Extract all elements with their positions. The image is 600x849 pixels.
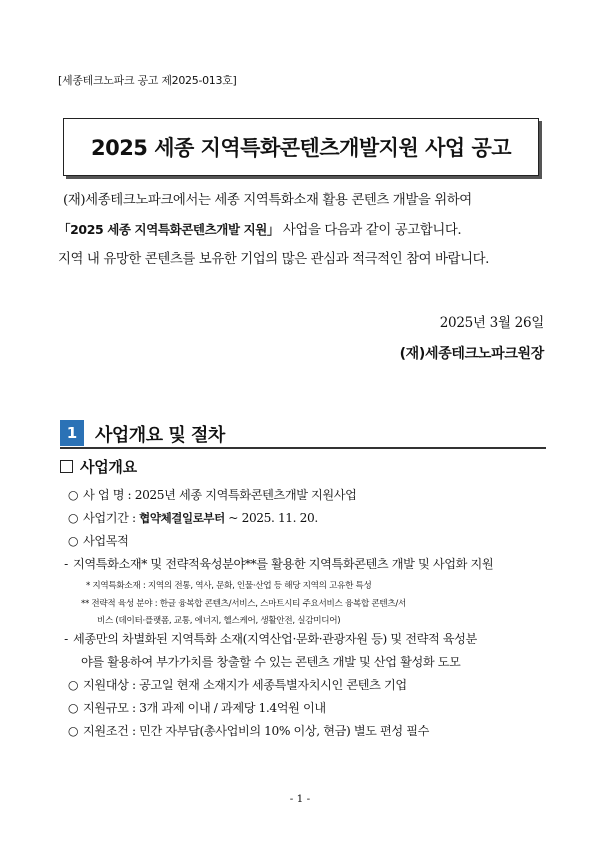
- intro-line-2: [58, 215, 548, 245]
- item-text: 지원규모 : 3개 과제 이내 / 과제당 1.4억원 이내: [83, 701, 326, 715]
- intro-line-2-rest: 사업을 다음과 같이 공고합니다.: [279, 223, 462, 238]
- dash-bullet-icon: -: [64, 632, 68, 646]
- list-item-name: [63, 486, 357, 503]
- notice-number: [세종테크노파크 공고 제2025-013호]: [58, 74, 237, 87]
- list-item-period: [63, 509, 318, 526]
- item-text: 사 업 명 : 2025년 세종 지역특화콘텐츠개발 지원사업: [83, 488, 357, 502]
- list-item-purpose-1: [59, 555, 493, 572]
- page-number: - 1 -: [289, 793, 311, 805]
- item-text: 지원조건 : 민간 자부담(총사업비의 10% 이상, 현금) 별도 편성 필수: [83, 724, 429, 738]
- footnote-2-line-2: 비스 (데이터·플랫폼, 교통, 에너지, 헬스케어, 생활안전, 실감미디어): [97, 616, 341, 626]
- list-item-scale: [63, 699, 326, 716]
- item-text: 지원대상 : 공고일 현재 소재지가 세종특별자치시인 콘텐츠 기업: [83, 678, 407, 692]
- circle-bullet-icon: ○: [67, 534, 79, 548]
- item-strong: 협약체결일로부터: [139, 511, 225, 525]
- list-item-purpose-2: [59, 630, 477, 647]
- intro-paragraph: [58, 186, 548, 274]
- circle-bullet-icon: ○: [67, 488, 79, 502]
- section-divider: [60, 447, 546, 449]
- intro-line-3: 지역 내 유망한 콘텐츠를 보유한 기업의 많은 관심과 적극적인 참여 바랍니다.: [58, 252, 490, 267]
- subsection-title: 사업개요: [80, 458, 137, 476]
- list-item-condition: [63, 722, 429, 739]
- list-item-purpose-2-cont: 야를 활용하여 부가가치를 창출할 수 있는 콘텐츠 개발 및 산업 활성화 도모: [81, 655, 461, 669]
- item-label: 사업기간 :: [83, 511, 140, 525]
- program-name: 「2025 세종 지역특화콘텐츠개발 지원」: [58, 222, 280, 237]
- circle-bullet-icon: ○: [67, 724, 79, 738]
- section-title: 사업개요 및 절차: [95, 425, 225, 446]
- section-number-badge: 1: [60, 420, 84, 446]
- item-text: 지역특화소재* 및 전략적육성분야**를 활용한 지역특화콘텐츠 개발 및 사업화 지원: [73, 557, 494, 571]
- intro-line-1: (재)세종테크노파크에서는 세종 지역특화소재 활용 콘텐츠 개발을 위하여: [63, 193, 472, 208]
- announcement-title-text: 2025 세종 지역특화콘텐츠개발지원 사업 공고: [90, 136, 512, 160]
- circle-bullet-icon: ○: [67, 511, 79, 525]
- dash-bullet-icon: -: [64, 557, 68, 571]
- section-heading: [60, 420, 546, 448]
- footnote-1: * 지역특화소재 : 지역의 전통, 역사, 문화, 인물·산업 등 해당 지역의 고유한 특성: [86, 581, 372, 591]
- list-item-target: [63, 676, 407, 693]
- circle-bullet-icon: ○: [67, 678, 79, 692]
- footnote-2-line-1: ** 전략적 육성 분야 : 한글 융복합 콘텐츠/서비스, 스마트시티 주요서비스 융복합 콘텐츠/서: [81, 599, 407, 609]
- checkbox-square-icon: [60, 460, 73, 473]
- subsection-heading: [60, 456, 137, 477]
- announcement-title: [63, 118, 539, 176]
- issuer-name: (재)세종테크노파크원장: [399, 346, 544, 362]
- item-text: 세종만의 차별화된 지역특화 소재(지역산업·문화·관광자원 등) 및 전략적 육성분: [73, 632, 477, 646]
- announcement-date: 2025년 3월 26일: [439, 315, 544, 331]
- item-text: 사업목적: [83, 534, 129, 548]
- list-item-purpose: [63, 532, 129, 549]
- circle-bullet-icon: ○: [67, 701, 79, 715]
- item-rest: ~ 2025. 11. 20.: [224, 511, 318, 525]
